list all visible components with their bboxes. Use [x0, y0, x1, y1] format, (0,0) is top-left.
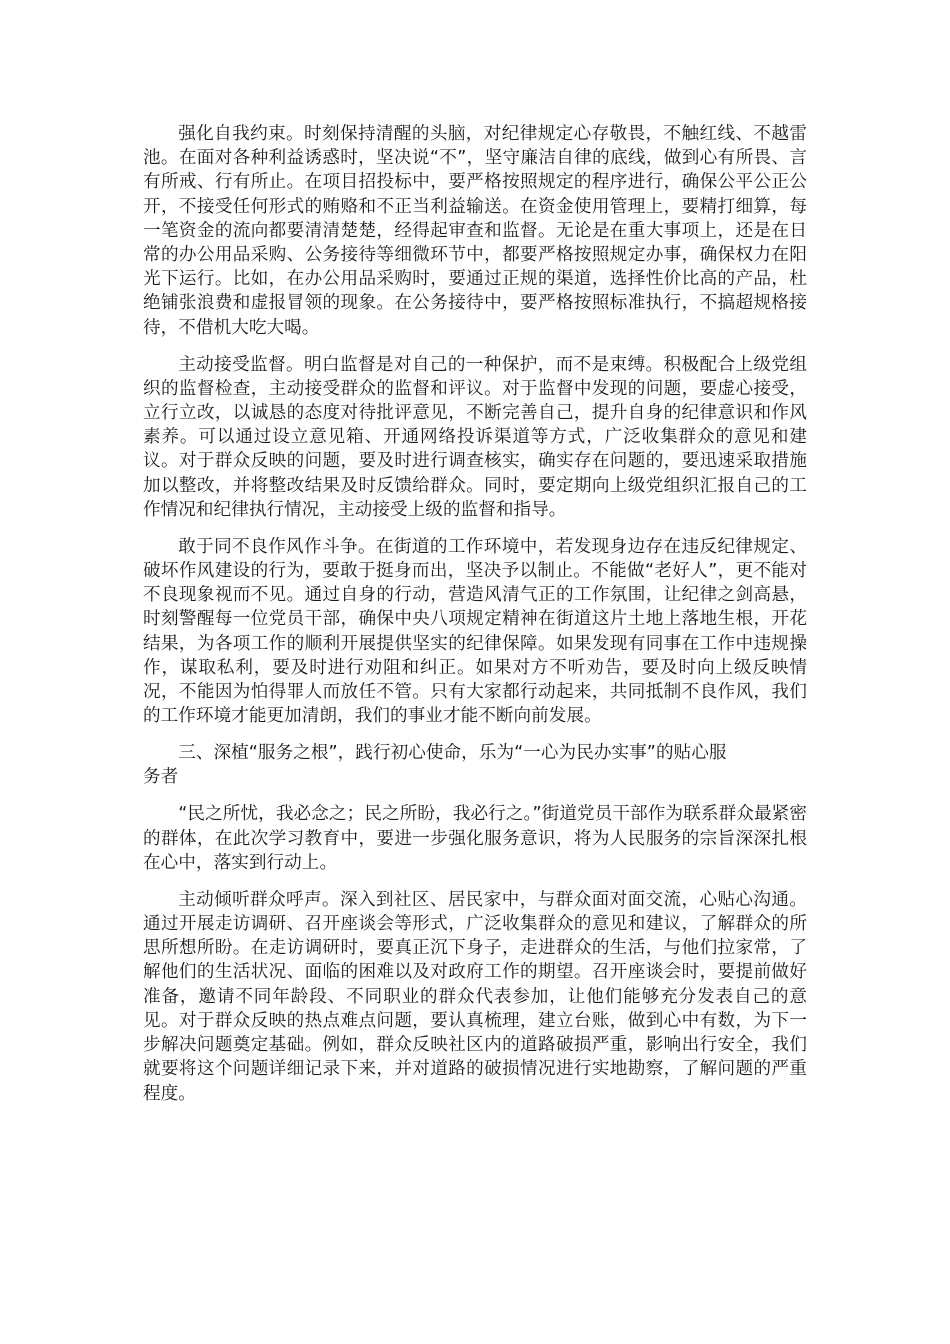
paragraph-accept-supervision: 主动接受监督。明白监督是对自己的一种保护，而不是束缚。积极配合上级党组织的监督检查，主动接受群众的监督和评议。对于监督中发现的问题，要虚心接受，立行立改，以诚恳的态度对待批评意见，不断完善自己，提升自身的纪律意识和作风素养。可以通过设立意见箱、开通网络投诉渠道等方式，广泛收集群众的意见和建议。对于群众反映的问题，要及时进行调查核实，确实存在问题的，要迅速采取措施加以整改，并将整改结果及时反馈给群众。同时，要定期向上级党组织汇报自己的工作情况和纪律执行情况，主动接受上级的监督和指导。 [143, 354, 807, 520]
paragraph-people-concerns: “民之所忧，我必念之；民之所盼，我必行之。”街道党员干部作为联系群众最紧密的群体，在此次学习教育中，要进一步强化服务意识，将为人民服务的宗旨深深扎根在心中，落实到行动上。 [143, 804, 807, 873]
section-heading-line2: 务者 [143, 767, 179, 788]
paragraph-self-discipline: 强化自我约束。时刻保持清醒的头脑，对纪律规定心存敬畏，不触红线、不越雷池。在面对各种利益诱惑时，坚决说“不”，坚守廉洁自律的底线，做到心有所畏、言有所戒、行有所止。在项目招投标中，要严格按照规定的程序进行，确保公平公正公开，不接受任何形式的贿赂和不正当利益输送。在资金使用管理上，要精打细算，每一笔资金的流向都要清清楚楚，经得起审查和监督。无论是在重大事项上，还是在日常的办公用品采购、公务接待等细微环节中，都要严格按照规定办事，确保权力在阳光下运行。比如，在办公用品采购时，要通过正规的渠道，选择性价比高的产品，杜绝铺张浪费和虚报冒领的现象。在公务接待中，要严格按照标准执行，不搞超规格接待，不借机大吃大喝。 [143, 124, 807, 338]
paragraph-listen-to-masses: 主动倾听群众呼声。深入到社区、居民家中，与群众面对面交流，心贴心沟通。通过开展走访调研、召开座谈会等形式，广泛收集群众的意见和建议，了解群众的所思所想所盼。在走访调研时，要真正沉下身子，走进群众的生活，与他们拉家常，了解他们的生活状况、面临的困难以及对政府工作的期望。召开座谈会时，要提前做好准备，邀请不同年龄段、不同职业的群众代表参加，让他们能够充分发表自己的意见。对于群众反映的热点难点问题，要认真梳理，建立台账，做到心中有数，为下一步解决问题奠定基础。例如，群众反映社区内的道路破损严重，影响出行安全，我们就要将这个问题详细记录下来，并对道路的破损情况进行实地勘察，了解问题的严重程度。 [143, 889, 807, 1104]
document-page [143, 122, 807, 1119]
section-heading-line1: 三、深植“服务之根”，践行初心使命，乐为“一心为民办实事”的贴心服 [178, 743, 727, 764]
section-heading [143, 741, 807, 789]
paragraph-fight-bad-conduct: 敢于同不良作风作斗争。在街道的工作环境中，若发现身边存在违反纪律规定、破坏作风建设的行为，要敢于挺身而出，坚决予以制止。不能做“老好人”，更不能对不良现象视而不见。通过自身的行动，营造风清气正的工作氛围，让纪律之剑高悬，时刻警醒每一位党员干部，确保中央八项规定精神在街道这片土地上落地生根，开花结果，为各项工作的顺利开展提供坚实的纪律保障。如果发现有同事在工作中违规操作，谋取私利，要及时进行劝阻和纠正。如果对方不听劝告，要及时向上级反映情况，不能因为怕得罪人而放任不管。只有大家都行动起来，共同抵制不良作风，我们的工作环境才能更加清朗，我们的事业才能不断向前发展。 [143, 536, 807, 727]
